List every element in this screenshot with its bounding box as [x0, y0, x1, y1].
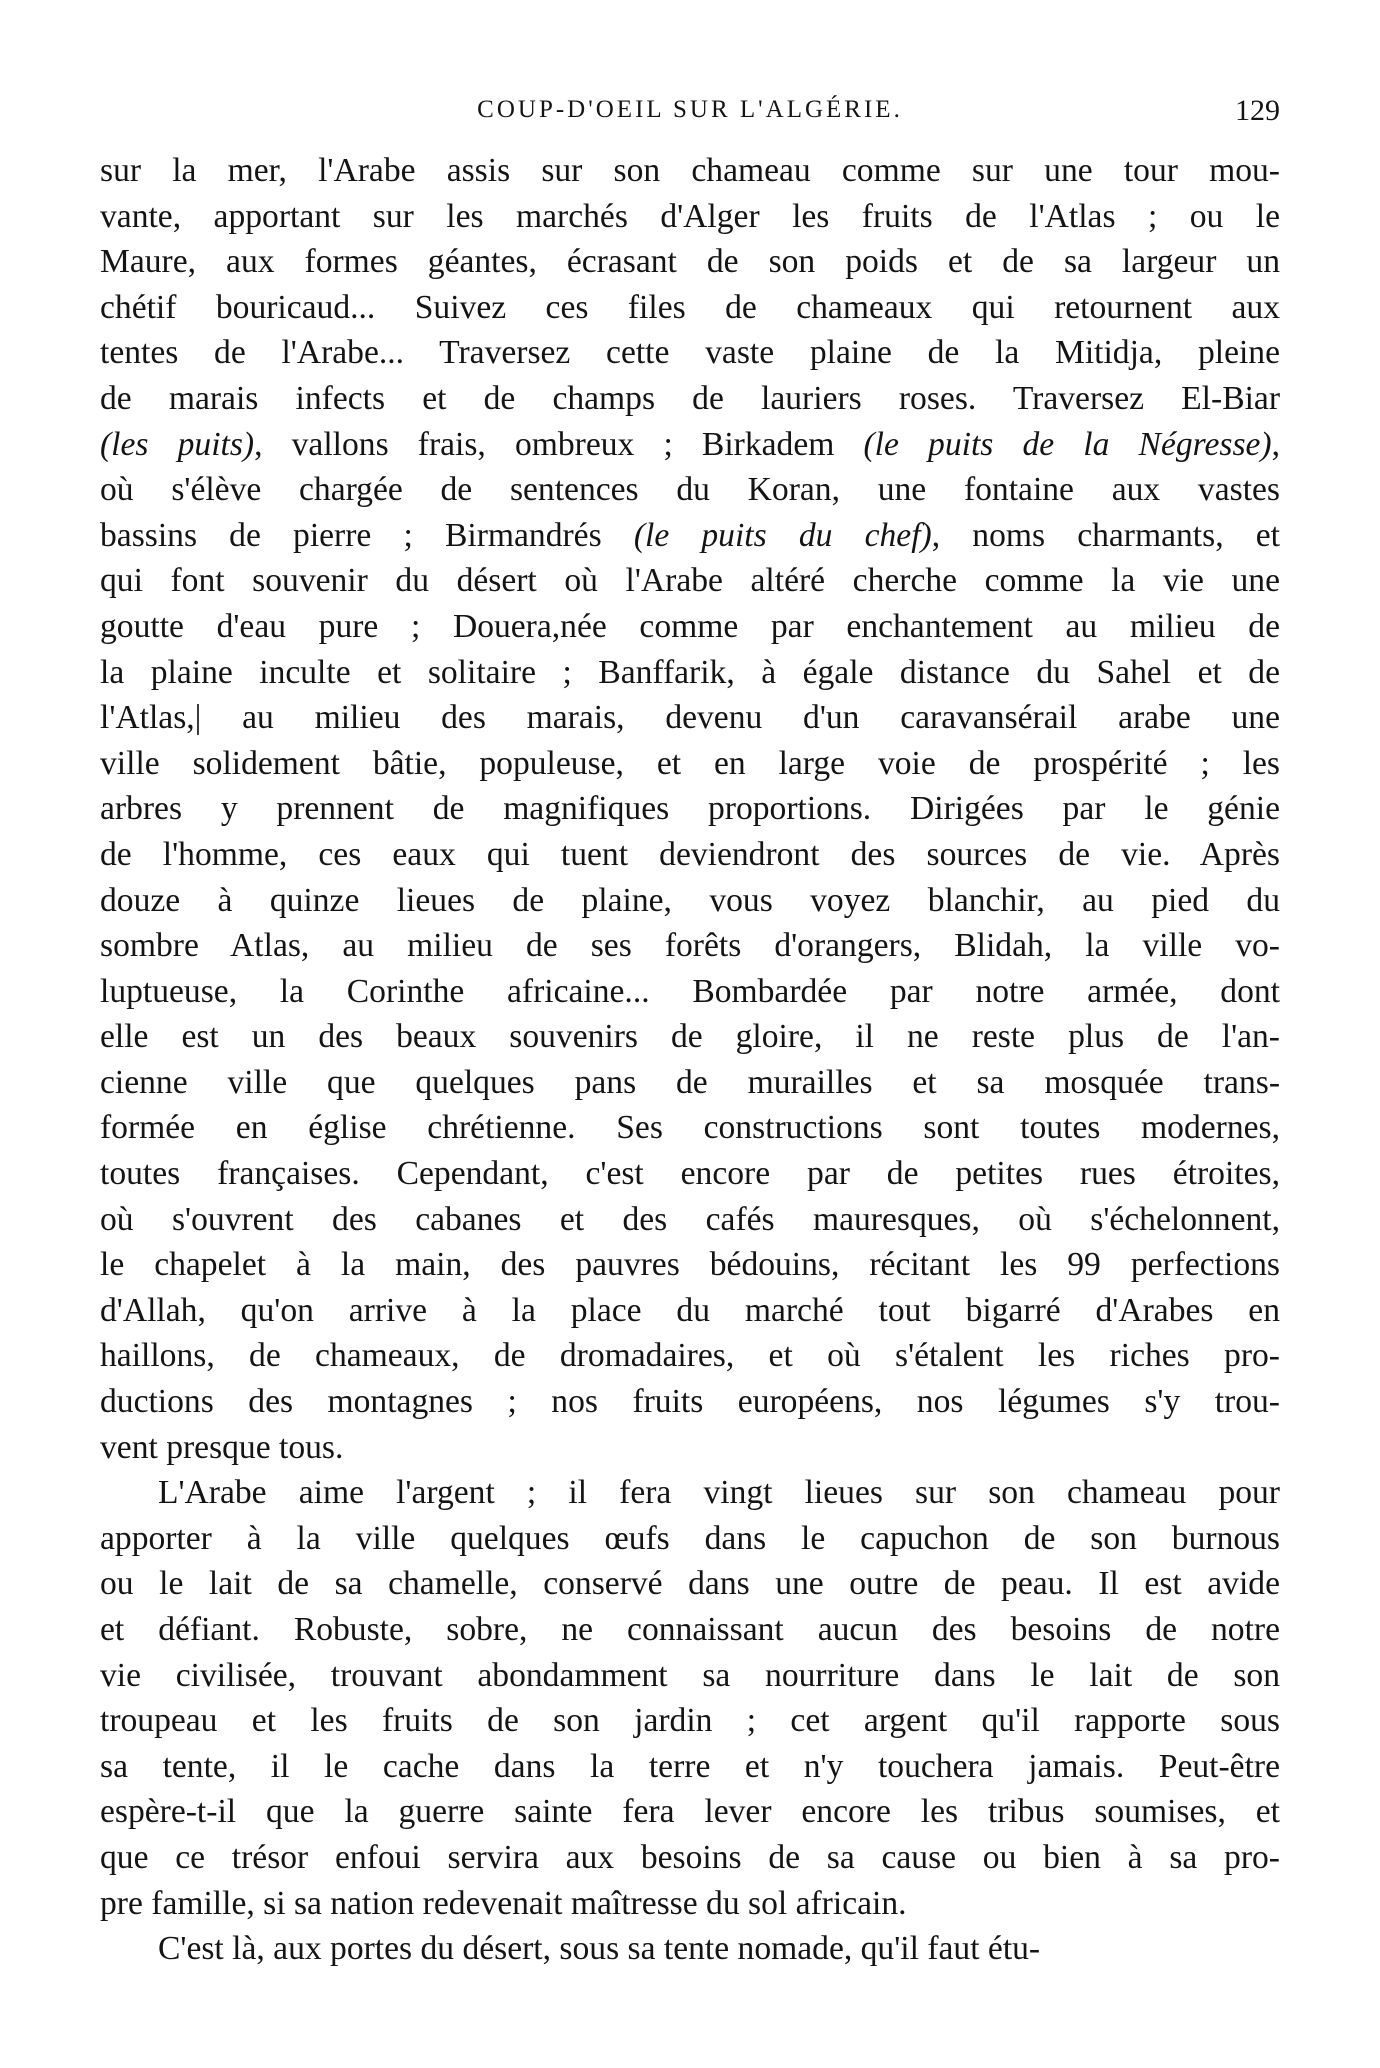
- text-run: sombre Atlas, au milieu de ses forêts d'orangers, Blidah, la ville vo-: [100, 927, 1280, 965]
- text-run: elle est un des beaux souvenirs de gloire, il ne reste plus de l'an-: [100, 1018, 1280, 1056]
- text-line: [100, 558, 1280, 604]
- text-run: , vallons frais, ombreux ; Birkadem: [254, 425, 864, 463]
- text-run: qui font souvenir du désert où l'Arabe altéré cherche comme la vie une: [100, 562, 1280, 600]
- text-line: [100, 1151, 1280, 1197]
- text-line: [100, 969, 1280, 1015]
- body-text: [100, 148, 1280, 1972]
- text-line: [100, 923, 1280, 969]
- text-run: apporter à la ville quelques œufs dans le capuchon de son burnous: [100, 1519, 1280, 1557]
- text-run: C'est là, aux portes du désert, sous sa tente nomade, qu'il faut étu-: [158, 1930, 1041, 1968]
- text-line: [100, 330, 1280, 376]
- italic-text: (le puits du chef): [633, 516, 932, 554]
- text-line: [100, 1881, 1280, 1927]
- text-run: troupeau et les fruits de son jardin ; cet argent qu'il rapporte sous: [100, 1702, 1280, 1740]
- text-line: [100, 1470, 1280, 1516]
- text-line: [100, 1516, 1280, 1562]
- page-number: 129: [1235, 94, 1280, 127]
- text-run: ,: [1271, 425, 1280, 463]
- text-line: [100, 1060, 1280, 1106]
- text-run: ou le lait de sa chamelle, conservé dans une outre de peau. Il est avide: [100, 1565, 1280, 1603]
- text-run: ville solidement bâtie, populeuse, et en large voie de prospérité ; les: [100, 744, 1280, 782]
- text-run: vie civilisée, trouvant abondamment sa nourriture dans le lait de son: [100, 1656, 1280, 1694]
- italic-text: (les puits): [100, 425, 255, 463]
- text-line: [100, 1653, 1280, 1699]
- text-run: , noms charmants, et: [931, 516, 1280, 554]
- text-line: [100, 1607, 1280, 1653]
- text-line: [100, 650, 1280, 696]
- text-run: l'Atlas,| au milieu des marais, devenu d'un caravansérail arabe une: [100, 699, 1280, 737]
- text-run: vante, apportant sur les marchés d'Alger les fruits de l'Atlas ; ou le: [100, 197, 1280, 235]
- text-line: [100, 376, 1280, 422]
- text-line: [100, 832, 1280, 878]
- text-line: [100, 741, 1280, 787]
- text-line: [100, 1333, 1280, 1379]
- text-run: sa tente, il le cache dans la terre et n'y touchera jamais. Peut-être: [100, 1747, 1280, 1785]
- text-run: goutte d'eau pure ; Douera,née comme par enchantement au milieu de: [100, 607, 1280, 645]
- text-run: arbres y prennent de magnifiques proportions. Dirigées par le génie: [100, 790, 1280, 828]
- text-run: bassins de pierre ; Birmandrés: [100, 516, 634, 554]
- text-run: où s'élève chargée de sentences du Koran, une fontaine aux vastes: [100, 471, 1280, 509]
- text-line: [100, 604, 1280, 650]
- text-run: luptueuse, la Corinthe africaine... Bombardée par notre armée, dont: [100, 972, 1280, 1010]
- text-run: ductions des montagnes ; nos fruits européens, nos légumes s'y trou-: [100, 1383, 1280, 1421]
- text-run: tentes de l'Arabe... Traversez cette vaste plaine de la Mitidja, pleine: [100, 334, 1280, 372]
- text-line: [100, 1698, 1280, 1744]
- book-page: [100, 0, 1280, 2068]
- text-line: [100, 1561, 1280, 1607]
- paragraph: [100, 148, 1280, 1470]
- text-run: vent presque tous.: [100, 1428, 344, 1466]
- text-line: [100, 1197, 1280, 1243]
- text-run: haillons, de chameaux, de dromadaires, et où s'étalent les riches pro-: [100, 1337, 1280, 1375]
- text-line: [100, 422, 1280, 468]
- text-line: [100, 1835, 1280, 1881]
- text-line: [100, 878, 1280, 924]
- paragraph: [100, 1926, 1280, 1972]
- text-run: chétif bouricaud... Suivez ces files de chameaux qui retournent aux: [100, 288, 1280, 326]
- text-run: et défiant. Robuste, sobre, ne connaissant aucun des besoins de notre: [100, 1611, 1280, 1648]
- text-line: [100, 1926, 1280, 1972]
- running-head: [100, 96, 1280, 136]
- text-line: [100, 1242, 1280, 1288]
- text-line: [100, 1014, 1280, 1060]
- text-run: où s'ouvrent des cabanes et des cafés mauresques, où s'échelonnent,: [100, 1200, 1280, 1238]
- text-line: [100, 194, 1280, 240]
- paragraph: [100, 1470, 1280, 1926]
- text-run: de marais infects et de champs de lauriers roses. Traversez El-Biar: [100, 379, 1280, 417]
- text-line: [100, 513, 1280, 559]
- text-run: sur la mer, l'Arabe assis sur son chameau comme sur une tour mou-: [100, 152, 1280, 189]
- text-run: pre famille, si sa nation redevenait maîtresse du sol africain.: [100, 1884, 907, 1922]
- text-run: douze à quinze lieues de plaine, vous voyez blanchir, au pied du: [100, 881, 1280, 919]
- text-run: d'Allah, qu'on arrive à la place du marché tout bigarré d'Arabes en: [100, 1291, 1280, 1329]
- text-run: formée en église chrétienne. Ses constructions sont toutes modernes,: [100, 1109, 1280, 1147]
- text-line: [100, 1744, 1280, 1790]
- text-run: de l'homme, ces eaux qui tuent deviendront des sources de vie. Après: [100, 835, 1280, 873]
- text-run: Maure, aux formes géantes, écrasant de son poids et de sa largeur un: [100, 243, 1280, 281]
- text-line: [100, 695, 1280, 741]
- text-run: cienne ville que quelques pans de murailles et sa mosquée trans-: [100, 1063, 1280, 1101]
- text-line: [100, 148, 1280, 194]
- text-line: [100, 239, 1280, 285]
- italic-text: (le puits de la Négresse): [863, 425, 1272, 463]
- text-run: espère-t-il que la guerre sainte fera lever encore les tribus soumises, et: [100, 1793, 1280, 1831]
- text-line: [100, 1789, 1280, 1835]
- text-line: [100, 467, 1280, 513]
- text-line: [100, 1379, 1280, 1425]
- text-run: L'Arabe aime l'argent ; il fera vingt lieues sur son chameau pour: [158, 1474, 1280, 1512]
- text-run: la plaine inculte et solitaire ; Banffarik, à égale distance du Sahel et de: [100, 653, 1280, 691]
- text-line: [100, 1105, 1280, 1151]
- text-line: [100, 1425, 1280, 1471]
- text-line: [100, 1288, 1280, 1334]
- text-run: le chapelet à la main, des pauvres bédouins, récitant les 99 perfections: [100, 1246, 1280, 1284]
- text-run: toutes françaises. Cependant, c'est encore par de petites rues étroites,: [100, 1155, 1280, 1193]
- text-line: [100, 285, 1280, 331]
- running-title: COUP-D'OEIL SUR L'ALGÉRIE.: [477, 96, 903, 123]
- text-run: que ce trésor enfoui servira aux besoins de sa cause ou bien à sa pro-: [100, 1838, 1280, 1876]
- text-line: [100, 786, 1280, 832]
